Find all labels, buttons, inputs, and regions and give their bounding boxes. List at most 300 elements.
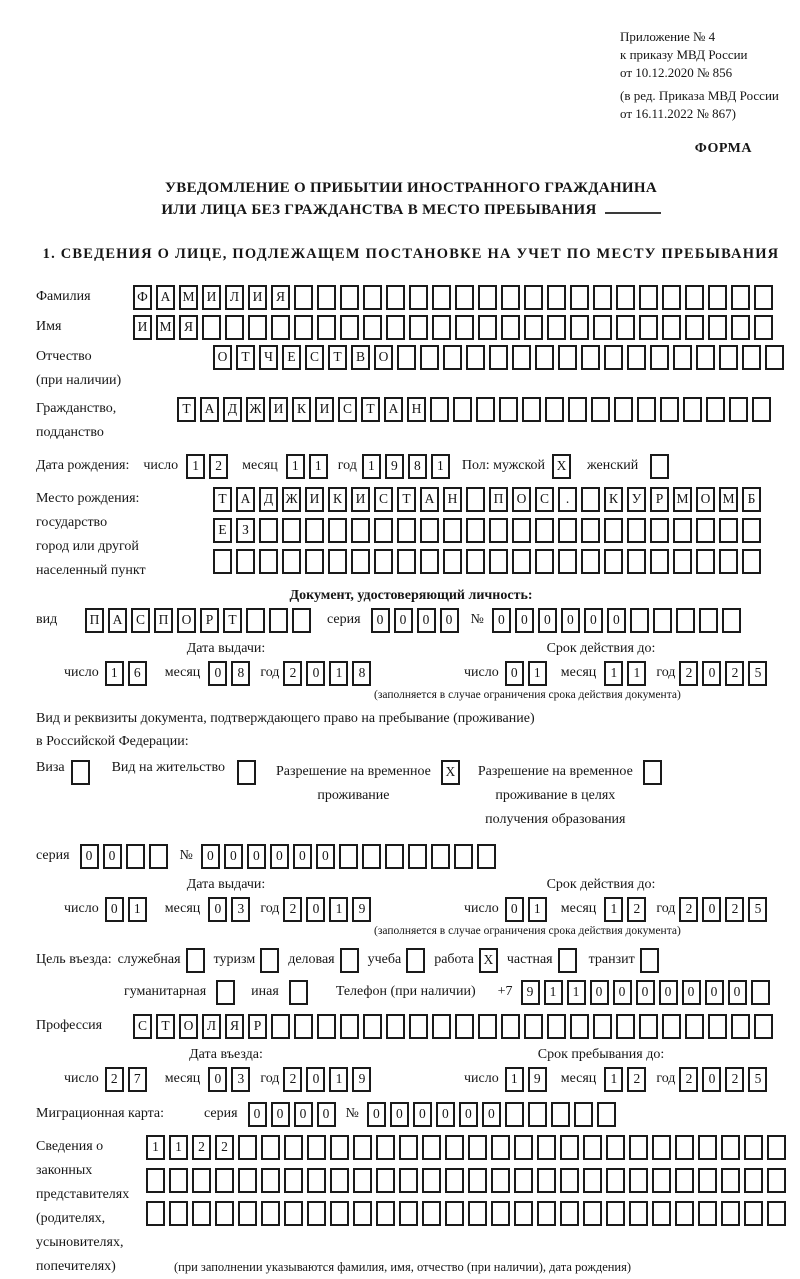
char-cell[interactable] xyxy=(708,1014,727,1039)
char-cell[interactable] xyxy=(719,345,738,370)
char-cell[interactable] xyxy=(246,608,265,633)
char-cell[interactable] xyxy=(568,397,587,422)
char-cell[interactable] xyxy=(581,518,600,543)
char-cell[interactable]: 8 xyxy=(231,661,250,686)
char-cell[interactable] xyxy=(386,285,405,310)
char-cell[interactable] xyxy=(637,397,656,422)
char-cell[interactable] xyxy=(238,1201,257,1226)
char-cell[interactable]: Р xyxy=(200,608,219,633)
char-cell[interactable] xyxy=(225,315,244,340)
char-cell[interactable] xyxy=(292,608,311,633)
char-cell[interactable]: 0 xyxy=(271,1102,290,1127)
char-cell[interactable]: 1 xyxy=(309,454,328,479)
char-cell[interactable] xyxy=(512,518,531,543)
char-cell[interactable] xyxy=(652,1168,671,1193)
char-cell[interactable] xyxy=(406,948,425,973)
char-cell[interactable] xyxy=(675,1168,694,1193)
char-cell[interactable]: 0 xyxy=(561,608,580,633)
char-cell[interactable]: М xyxy=(179,285,198,310)
char-cell[interactable]: 0 xyxy=(367,1102,386,1127)
char-cell[interactable] xyxy=(362,844,381,869)
char-cell[interactable]: И xyxy=(351,487,370,512)
char-cell[interactable]: 9 xyxy=(352,897,371,922)
char-cell[interactable]: 0 xyxy=(105,897,124,922)
char-cell[interactable] xyxy=(363,1014,382,1039)
char-cell[interactable]: 0 xyxy=(492,608,511,633)
char-cell[interactable] xyxy=(752,397,771,422)
char-cell[interactable]: С xyxy=(338,397,357,422)
char-cell[interactable] xyxy=(466,487,485,512)
char-cell[interactable] xyxy=(662,1014,681,1039)
char-cell[interactable]: 1 xyxy=(286,454,305,479)
char-cell[interactable] xyxy=(597,1102,616,1127)
char-cell[interactable] xyxy=(547,315,566,340)
char-cell[interactable] xyxy=(478,315,497,340)
char-cell[interactable] xyxy=(294,315,313,340)
char-cell[interactable]: 2 xyxy=(679,661,698,686)
char-cell[interactable]: 0 xyxy=(394,608,413,633)
char-cell[interactable]: 0 xyxy=(538,608,557,633)
char-cell[interactable] xyxy=(570,315,589,340)
char-cell[interactable] xyxy=(558,345,577,370)
char-cell[interactable]: Н xyxy=(407,397,426,422)
char-cell[interactable] xyxy=(627,549,646,574)
char-cell[interactable] xyxy=(261,1168,280,1193)
char-cell[interactable] xyxy=(328,518,347,543)
char-cell[interactable]: 0 xyxy=(702,1067,721,1092)
char-cell[interactable]: Т xyxy=(177,397,196,422)
char-cell[interactable] xyxy=(537,1168,556,1193)
char-cell[interactable]: Л xyxy=(202,1014,221,1039)
char-cell[interactable] xyxy=(627,518,646,543)
char-cell[interactable] xyxy=(259,549,278,574)
char-cell[interactable] xyxy=(468,1201,487,1226)
char-cell[interactable] xyxy=(767,1168,786,1193)
char-cell[interactable]: 1 xyxy=(146,1135,165,1160)
char-cell[interactable] xyxy=(673,345,692,370)
char-cell[interactable] xyxy=(408,844,427,869)
char-cell[interactable]: Я xyxy=(271,285,290,310)
char-cell[interactable] xyxy=(399,1201,418,1226)
char-cell[interactable]: Т xyxy=(223,608,242,633)
char-cell[interactable]: 3 xyxy=(231,897,250,922)
char-cell[interactable] xyxy=(731,315,750,340)
char-cell[interactable] xyxy=(662,315,681,340)
char-cell[interactable] xyxy=(236,549,255,574)
char-cell[interactable] xyxy=(422,1168,441,1193)
char-cell[interactable] xyxy=(616,315,635,340)
char-cell[interactable] xyxy=(282,549,301,574)
char-cell[interactable] xyxy=(422,1135,441,1160)
char-cell[interactable] xyxy=(505,1102,524,1127)
char-cell[interactable] xyxy=(146,1201,165,1226)
char-cell[interactable] xyxy=(491,1168,510,1193)
char-cell[interactable] xyxy=(650,454,669,479)
char-cell[interactable] xyxy=(363,285,382,310)
char-cell[interactable] xyxy=(606,1201,625,1226)
char-cell[interactable] xyxy=(514,1135,533,1160)
char-cell[interactable]: Я xyxy=(225,1014,244,1039)
char-cell[interactable]: 0 xyxy=(248,1102,267,1127)
char-cell[interactable] xyxy=(282,518,301,543)
char-cell[interactable]: 6 xyxy=(128,661,147,686)
char-cell[interactable]: 9 xyxy=(521,980,540,1005)
char-cell[interactable] xyxy=(445,1201,464,1226)
char-cell[interactable]: 0 xyxy=(702,897,721,922)
char-cell[interactable] xyxy=(650,549,669,574)
char-cell[interactable] xyxy=(675,1201,694,1226)
char-cell[interactable] xyxy=(558,549,577,574)
char-cell[interactable]: И xyxy=(305,487,324,512)
char-cell[interactable] xyxy=(420,345,439,370)
char-cell[interactable]: 0 xyxy=(293,844,312,869)
char-cell[interactable] xyxy=(660,397,679,422)
char-cell[interactable] xyxy=(443,549,462,574)
char-cell[interactable] xyxy=(616,1014,635,1039)
char-cell[interactable] xyxy=(248,315,267,340)
char-cell[interactable] xyxy=(583,1201,602,1226)
char-cell[interactable] xyxy=(698,1135,717,1160)
char-cell[interactable]: 0 xyxy=(208,897,227,922)
char-cell[interactable] xyxy=(593,285,612,310)
char-cell[interactable]: 0 xyxy=(613,980,632,1005)
char-cell[interactable]: К xyxy=(328,487,347,512)
char-cell[interactable] xyxy=(514,1201,533,1226)
char-cell[interactable]: Е xyxy=(282,345,301,370)
char-cell[interactable]: 8 xyxy=(352,661,371,686)
char-cell[interactable]: Д xyxy=(223,397,242,422)
char-cell[interactable] xyxy=(604,518,623,543)
char-cell[interactable] xyxy=(259,518,278,543)
char-cell[interactable]: Н xyxy=(443,487,462,512)
char-cell[interactable] xyxy=(351,518,370,543)
char-cell[interactable] xyxy=(376,1201,395,1226)
char-cell[interactable] xyxy=(604,549,623,574)
char-cell[interactable] xyxy=(653,608,672,633)
char-cell[interactable] xyxy=(477,844,496,869)
char-cell[interactable] xyxy=(374,518,393,543)
char-cell[interactable] xyxy=(545,397,564,422)
char-cell[interactable] xyxy=(729,397,748,422)
char-cell[interactable] xyxy=(376,1168,395,1193)
char-cell[interactable] xyxy=(528,1102,547,1127)
char-cell[interactable] xyxy=(742,518,761,543)
title-blank-underline[interactable] xyxy=(605,199,661,214)
char-cell[interactable]: А xyxy=(108,608,127,633)
char-cell[interactable] xyxy=(699,608,718,633)
char-cell[interactable] xyxy=(409,285,428,310)
char-cell[interactable]: 1 xyxy=(362,454,381,479)
char-cell[interactable] xyxy=(698,1168,717,1193)
char-cell[interactable]: 1 xyxy=(105,661,124,686)
char-cell[interactable] xyxy=(767,1201,786,1226)
char-cell[interactable] xyxy=(593,315,612,340)
char-cell[interactable]: О xyxy=(213,345,232,370)
char-cell[interactable] xyxy=(445,1135,464,1160)
char-cell[interactable]: 0 xyxy=(306,897,325,922)
char-cell[interactable] xyxy=(524,315,543,340)
char-cell[interactable]: П xyxy=(154,608,173,633)
char-cell[interactable]: 0 xyxy=(317,1102,336,1127)
char-cell[interactable]: 2 xyxy=(725,1067,744,1092)
char-cell[interactable] xyxy=(499,397,518,422)
char-cell[interactable]: Д xyxy=(259,487,278,512)
char-cell[interactable]: О xyxy=(696,487,715,512)
char-cell[interactable]: 1 xyxy=(544,980,563,1005)
char-cell[interactable] xyxy=(614,397,633,422)
char-cell[interactable] xyxy=(307,1201,326,1226)
char-cell[interactable]: 2 xyxy=(215,1135,234,1160)
char-cell[interactable] xyxy=(639,1014,658,1039)
char-cell[interactable] xyxy=(643,760,662,785)
char-cell[interactable]: И xyxy=(248,285,267,310)
char-cell[interactable] xyxy=(489,549,508,574)
char-cell[interactable] xyxy=(719,549,738,574)
char-cell[interactable]: 0 xyxy=(482,1102,501,1127)
char-cell[interactable] xyxy=(284,1135,303,1160)
char-cell[interactable] xyxy=(551,1102,570,1127)
char-cell[interactable] xyxy=(652,1201,671,1226)
char-cell[interactable]: С xyxy=(305,345,324,370)
char-cell[interactable] xyxy=(489,345,508,370)
char-cell[interactable] xyxy=(767,1135,786,1160)
char-cell[interactable]: 0 xyxy=(659,980,678,1005)
char-cell[interactable] xyxy=(522,397,541,422)
char-cell[interactable]: 0 xyxy=(682,980,701,1005)
char-cell[interactable] xyxy=(385,844,404,869)
char-cell[interactable] xyxy=(685,285,704,310)
char-cell[interactable] xyxy=(639,285,658,310)
char-cell[interactable] xyxy=(662,285,681,310)
char-cell[interactable] xyxy=(284,1168,303,1193)
char-cell[interactable] xyxy=(547,285,566,310)
char-cell[interactable]: 0 xyxy=(306,661,325,686)
char-cell[interactable] xyxy=(432,315,451,340)
char-cell[interactable] xyxy=(261,1201,280,1226)
char-cell[interactable] xyxy=(685,315,704,340)
char-cell[interactable] xyxy=(376,1135,395,1160)
char-cell[interactable]: 0 xyxy=(515,608,534,633)
char-cell[interactable] xyxy=(409,1014,428,1039)
char-cell[interactable] xyxy=(719,518,738,543)
char-cell[interactable] xyxy=(386,1014,405,1039)
char-cell[interactable]: 0 xyxy=(728,980,747,1005)
char-cell[interactable] xyxy=(560,1201,579,1226)
char-cell[interactable] xyxy=(271,1014,290,1039)
char-cell[interactable] xyxy=(238,1135,257,1160)
char-cell[interactable] xyxy=(721,1135,740,1160)
char-cell[interactable] xyxy=(744,1135,763,1160)
char-cell[interactable]: 0 xyxy=(208,1067,227,1092)
char-cell[interactable] xyxy=(754,285,773,310)
char-cell[interactable] xyxy=(289,980,308,1005)
char-cell[interactable]: 0 xyxy=(390,1102,409,1127)
char-cell[interactable]: 1 xyxy=(627,661,646,686)
char-cell[interactable] xyxy=(213,549,232,574)
char-cell[interactable] xyxy=(215,1201,234,1226)
char-cell[interactable] xyxy=(683,397,702,422)
char-cell[interactable] xyxy=(512,345,531,370)
char-cell[interactable] xyxy=(269,608,288,633)
char-cell[interactable]: 0 xyxy=(436,1102,455,1127)
char-cell[interactable] xyxy=(330,1201,349,1226)
char-cell[interactable] xyxy=(685,1014,704,1039)
char-cell[interactable]: К xyxy=(292,397,311,422)
char-cell[interactable] xyxy=(583,1168,602,1193)
char-cell[interactable]: 1 xyxy=(128,897,147,922)
char-cell[interactable] xyxy=(307,1168,326,1193)
char-cell[interactable]: 3 xyxy=(231,1067,250,1092)
char-cell[interactable] xyxy=(698,1201,717,1226)
char-cell[interactable]: 9 xyxy=(528,1067,547,1092)
char-cell[interactable] xyxy=(489,518,508,543)
char-cell[interactable] xyxy=(706,397,725,422)
char-cell[interactable] xyxy=(721,1201,740,1226)
char-cell[interactable]: 0 xyxy=(413,1102,432,1127)
char-cell[interactable]: З xyxy=(236,518,255,543)
char-cell[interactable] xyxy=(284,1201,303,1226)
char-cell[interactable]: С xyxy=(131,608,150,633)
char-cell[interactable]: М xyxy=(156,315,175,340)
char-cell[interactable]: 0 xyxy=(80,844,99,869)
char-cell[interactable]: Я xyxy=(179,315,198,340)
char-cell[interactable] xyxy=(431,844,450,869)
char-cell[interactable] xyxy=(581,345,600,370)
char-cell[interactable] xyxy=(317,1014,336,1039)
char-cell[interactable] xyxy=(271,315,290,340)
char-cell[interactable] xyxy=(455,1014,474,1039)
char-cell[interactable]: 0 xyxy=(417,608,436,633)
char-cell[interactable]: 2 xyxy=(105,1067,124,1092)
char-cell[interactable]: 2 xyxy=(725,661,744,686)
char-cell[interactable]: 2 xyxy=(679,897,698,922)
char-cell[interactable] xyxy=(581,487,600,512)
char-cell[interactable]: Т xyxy=(361,397,380,422)
char-cell[interactable] xyxy=(676,608,695,633)
char-cell[interactable]: 2 xyxy=(725,897,744,922)
char-cell[interactable]: Е xyxy=(213,518,232,543)
char-cell[interactable] xyxy=(353,1168,372,1193)
char-cell[interactable]: 1 xyxy=(604,1067,623,1092)
char-cell[interactable]: 0 xyxy=(702,661,721,686)
char-cell[interactable] xyxy=(627,345,646,370)
char-cell[interactable] xyxy=(574,1102,593,1127)
char-cell[interactable]: Р xyxy=(650,487,669,512)
char-cell[interactable]: 2 xyxy=(283,897,302,922)
char-cell[interactable]: 5 xyxy=(748,661,767,686)
char-cell[interactable]: 1 xyxy=(528,897,547,922)
char-cell[interactable] xyxy=(606,1168,625,1193)
char-cell[interactable]: 0 xyxy=(584,608,603,633)
char-cell[interactable] xyxy=(512,549,531,574)
char-cell[interactable] xyxy=(340,1014,359,1039)
char-cell[interactable] xyxy=(215,1168,234,1193)
char-cell[interactable] xyxy=(639,315,658,340)
char-cell[interactable]: С xyxy=(133,1014,152,1039)
char-cell[interactable] xyxy=(307,1135,326,1160)
char-cell[interactable] xyxy=(524,285,543,310)
char-cell[interactable] xyxy=(305,549,324,574)
char-cell[interactable] xyxy=(353,1135,372,1160)
char-cell[interactable] xyxy=(420,518,439,543)
char-cell[interactable]: 9 xyxy=(352,1067,371,1092)
char-cell[interactable]: 9 xyxy=(385,454,404,479)
char-cell[interactable] xyxy=(696,345,715,370)
char-cell[interactable] xyxy=(186,948,205,973)
char-cell[interactable]: П xyxy=(85,608,104,633)
char-cell[interactable]: А xyxy=(200,397,219,422)
char-cell[interactable] xyxy=(237,760,256,785)
char-cell[interactable] xyxy=(606,1135,625,1160)
char-cell[interactable] xyxy=(558,518,577,543)
char-cell[interactable] xyxy=(146,1168,165,1193)
char-cell[interactable]: П xyxy=(489,487,508,512)
char-cell[interactable] xyxy=(630,608,649,633)
char-cell[interactable] xyxy=(721,1168,740,1193)
char-cell[interactable]: М xyxy=(673,487,692,512)
char-cell[interactable]: 0 xyxy=(306,1067,325,1092)
char-cell[interactable]: 0 xyxy=(208,661,227,686)
char-cell[interactable] xyxy=(524,1014,543,1039)
char-cell[interactable] xyxy=(420,549,439,574)
char-cell[interactable]: 0 xyxy=(270,844,289,869)
char-cell[interactable] xyxy=(397,549,416,574)
char-cell[interactable] xyxy=(202,315,221,340)
char-cell[interactable] xyxy=(754,1014,773,1039)
char-cell[interactable] xyxy=(570,285,589,310)
char-cell[interactable] xyxy=(466,518,485,543)
char-cell[interactable]: 2 xyxy=(283,1067,302,1092)
char-cell[interactable]: 0 xyxy=(505,897,524,922)
char-cell[interactable] xyxy=(294,285,313,310)
char-cell[interactable]: С xyxy=(535,487,554,512)
char-cell[interactable]: 1 xyxy=(329,1067,348,1092)
char-cell[interactable] xyxy=(305,518,324,543)
char-cell[interactable]: 7 xyxy=(128,1067,147,1092)
char-cell[interactable] xyxy=(192,1168,211,1193)
char-cell[interactable]: Т xyxy=(236,345,255,370)
char-cell[interactable]: 0 xyxy=(103,844,122,869)
char-cell[interactable] xyxy=(294,1014,313,1039)
char-cell[interactable]: В xyxy=(351,345,370,370)
char-cell[interactable] xyxy=(652,1135,671,1160)
char-cell[interactable] xyxy=(591,397,610,422)
char-cell[interactable] xyxy=(501,315,520,340)
char-cell[interactable] xyxy=(535,518,554,543)
char-cell[interactable]: 5 xyxy=(748,897,767,922)
char-cell[interactable]: 2 xyxy=(209,454,228,479)
char-cell[interactable] xyxy=(570,1014,589,1039)
char-cell[interactable] xyxy=(363,315,382,340)
char-cell[interactable]: О xyxy=(179,1014,198,1039)
char-cell[interactable] xyxy=(126,844,145,869)
char-cell[interactable] xyxy=(216,980,235,1005)
char-cell[interactable] xyxy=(537,1201,556,1226)
char-cell[interactable]: 0 xyxy=(636,980,655,1005)
char-cell[interactable] xyxy=(640,948,659,973)
char-cell[interactable]: 1 xyxy=(505,1067,524,1092)
char-cell[interactable] xyxy=(399,1168,418,1193)
char-cell[interactable] xyxy=(466,345,485,370)
char-cell[interactable]: 0 xyxy=(459,1102,478,1127)
char-cell[interactable] xyxy=(422,1201,441,1226)
char-cell[interactable]: 0 xyxy=(505,661,524,686)
char-cell[interactable]: Т xyxy=(328,345,347,370)
char-cell[interactable]: 0 xyxy=(607,608,626,633)
char-cell[interactable]: 2 xyxy=(283,661,302,686)
char-cell[interactable] xyxy=(478,285,497,310)
char-cell[interactable] xyxy=(149,844,168,869)
